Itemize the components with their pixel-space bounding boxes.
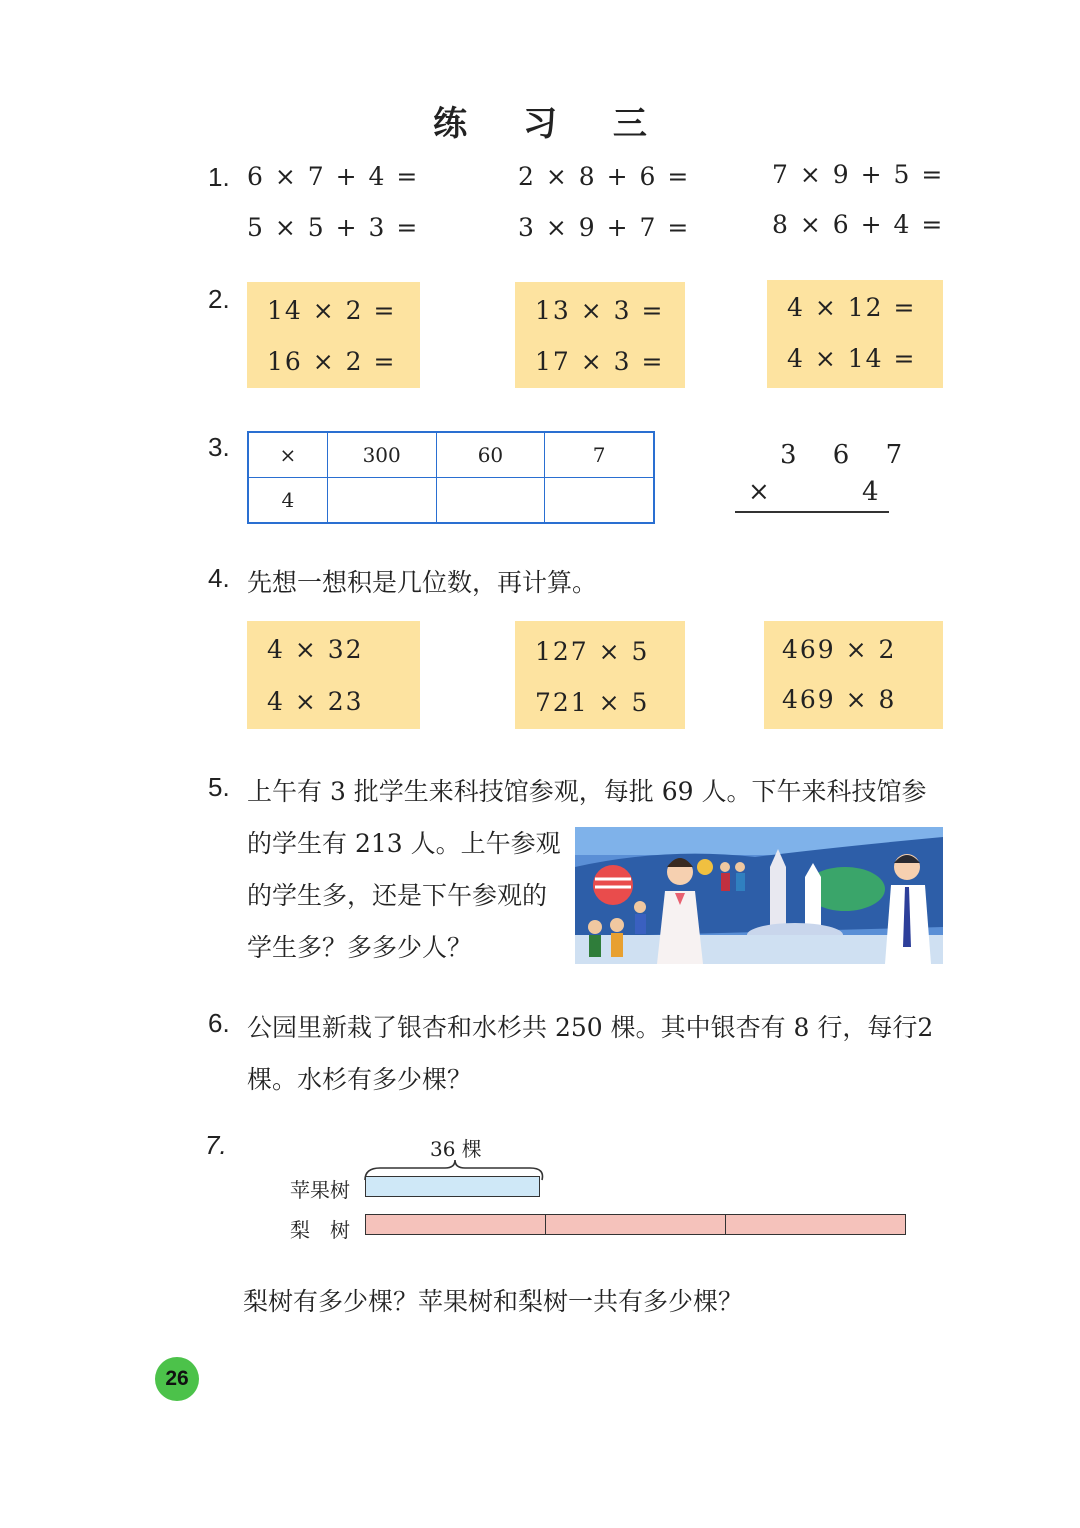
q2-eq: 13 × 3 = [535,296,665,325]
pear-tree-bar [365,1214,906,1235]
q1-eq: 2 × 8 + 6 = [518,162,691,191]
student-figure [735,862,745,872]
student-figure [720,862,730,872]
q1-eq: 8 × 6 + 4 = [772,210,945,239]
brace-label: 36 棵 [430,1137,482,1161]
vertical-rule [735,511,889,513]
apple-tree-bar [365,1176,540,1197]
q1-eq: 5 × 5 + 3 = [247,213,420,242]
planet-icon [593,865,633,905]
q4-box [247,621,420,729]
q7-question: 梨树有多少棵？苹果树和梨树一共有多少棵？ [243,1287,744,1316]
vertical-top: 3 6 7 [780,440,917,470]
q6-text-line: 棵。水杉有多少棵？ [247,1065,473,1094]
student-figure [634,901,646,913]
q2-box [247,282,420,388]
q4-eq: 4 × 32 [267,635,364,664]
page-number-badge: 26 [155,1357,199,1401]
q2-eq: 17 × 3 = [535,347,665,376]
table-cell: 4 [248,478,327,524]
table-cell [545,478,654,524]
q4-eq: 721 × 5 [535,688,650,717]
student-figure [588,920,602,934]
q4-text: 先想一想积是几位数，再计算。 [247,568,598,597]
page-title: 练 习 三 [433,104,669,144]
multiplication-table [247,431,655,524]
vertical-op: × [748,477,770,507]
q5-text-line: 的学生有 213 人。上午参观 [247,829,561,858]
q2-eq: 14 × 2 = [267,296,397,325]
pear-tree-label: 梨 树 [290,1218,350,1242]
q3-label: 3. [208,432,230,462]
q4-eq: 469 × 8 [782,685,897,714]
planet-icon [697,859,713,875]
student-figure [610,918,624,932]
table-cell: × [248,432,327,478]
q2-eq: 4 × 12 = [787,293,917,322]
q4-eq: 127 × 5 [535,637,650,666]
pear-segment [546,1215,726,1234]
q5-text-line: 的学生多，还是下午参观的 [247,881,548,910]
q1-eq: 3 × 9 + 7 = [518,213,691,242]
q5-label: 5. [208,772,230,802]
q4-eq: 4 × 23 [267,687,364,716]
q2-box [767,280,943,388]
table-cell: 300 [327,432,436,478]
table-cell: 60 [436,432,545,478]
q2-box [515,282,685,388]
apple-tree-label: 苹果树 [290,1178,350,1202]
q7-label: 7. [205,1130,227,1160]
table-cell [436,478,545,524]
q6-text-line: 公园里新栽了银杏和水杉共 250 棵。其中银杏有 8 行，每行2 [247,1013,934,1042]
q2-eq: 16 × 2 = [267,347,397,376]
table-cell: 7 [545,432,654,478]
q5-text-line: 上午有 3 批学生来科技馆参观，每批 69 人。下午来科技馆参 [247,777,927,806]
q4-label: 4. [208,563,230,593]
science-museum-illustration [575,827,943,964]
q6-label: 6. [208,1008,230,1038]
q4-box [515,621,685,729]
pear-segment [726,1215,905,1234]
q1-label: 1. [208,162,230,192]
q2-eq: 4 × 14 = [787,344,917,373]
q5-text-line: 学生多？多多少人？ [247,933,473,962]
q1-eq: 6 × 7 + 4 = [247,162,420,191]
q1-eq: 7 × 9 + 5 = [772,160,945,189]
q4-box [764,621,943,729]
q2-label: 2. [208,284,230,314]
q4-eq: 469 × 2 [782,635,897,664]
vertical-bottom: 4 [862,477,879,507]
table-cell [327,478,436,524]
pear-segment [366,1215,546,1234]
